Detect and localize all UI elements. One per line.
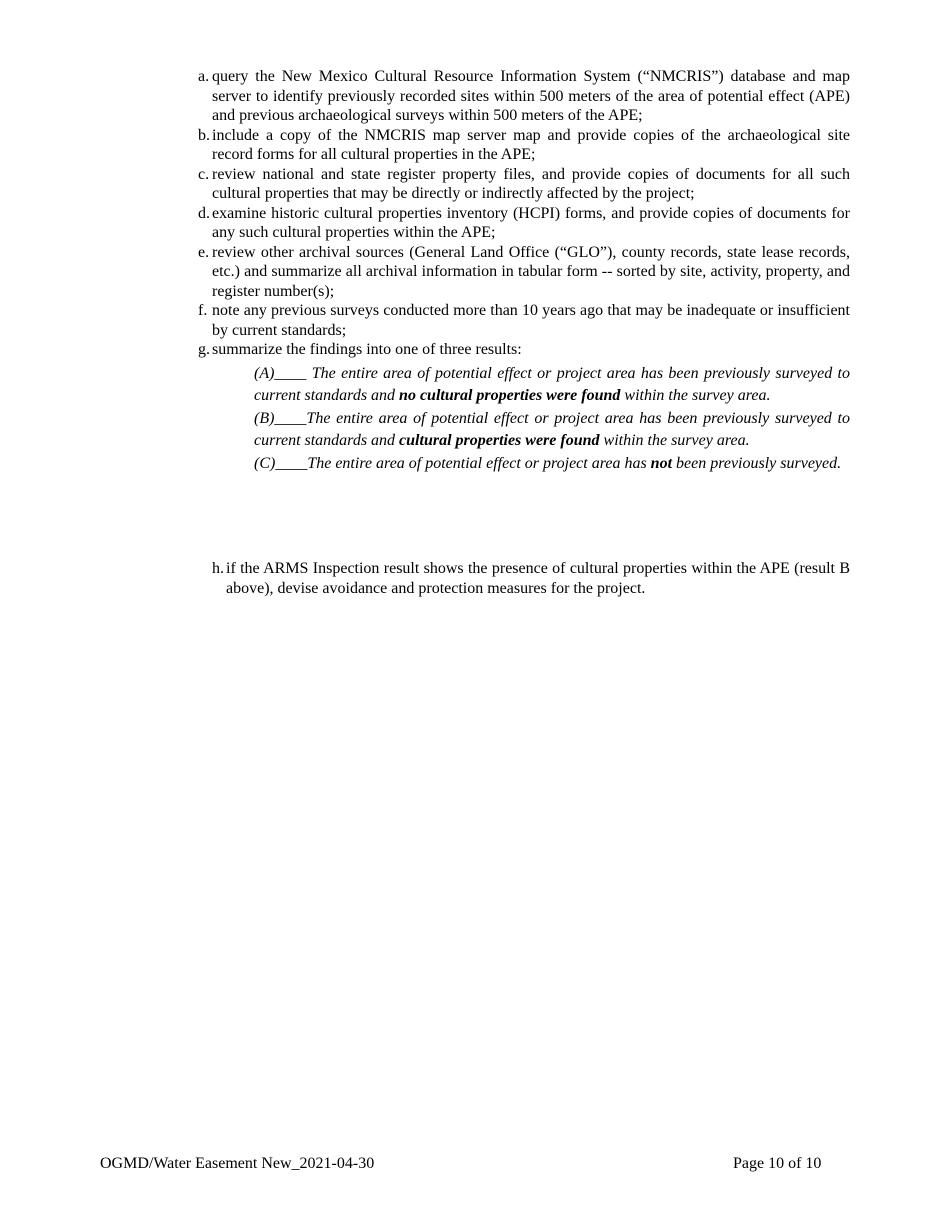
list-item-a: [198, 67, 850, 126]
result-text: (A)____ The entire area of potential effect or project area has been previously surveyed to current standards and: [254, 364, 850, 404]
list-item-text: note any previous surveys conducted more than 10 years ago that may be inadequate or insufficient by current standards;: [212, 302, 850, 339]
list-item-c: [198, 165, 850, 204]
list-item-text: query the New Mexico Cultural Resource Information System (“NMCRIS”) database and map server to identify previously recorded sites within 500 meters of the area of potential effect (APE) and previous archaeological surveys within 500 meters of the APE;: [212, 68, 850, 124]
footer-document-id: OGMD/Water Easement New_2021-04-30: [100, 1155, 375, 1172]
result-emphasis: cultural properties were found: [399, 432, 600, 449]
list-item-text: review other archival sources (General Land Office (“GLO”), county records, state lease records, etc.) and summarize all archival information in tabular form -- sorted by site, activity, property, and register number(s);: [212, 243, 850, 300]
result-emphasis: not: [650, 454, 673, 472]
result-text: (C)____The entire area of potential effect or project area has: [254, 454, 651, 472]
list-marker: g.: [198, 341, 210, 358]
list-marker: c.: [198, 165, 210, 183]
list-item-text: review national and state register property files, and provide copies of documents for all such cultural properties that may be directly or indirectly affected by the project;: [212, 165, 850, 202]
result-option-c: [254, 453, 850, 476]
list-marker: b.: [198, 126, 210, 144]
list-item-f: [198, 301, 850, 340]
result-text: been previously surveyed.: [672, 454, 842, 472]
results-options: [254, 363, 850, 476]
result-text: (B)____The entire area of potential effect or project area has been previously surveyed to current standards and: [254, 409, 850, 449]
list-marker: h.: [212, 560, 224, 577]
list-item-b: [198, 126, 850, 165]
list-item-h: [212, 559, 850, 598]
footer-page-number: Page 10 of 10: [733, 1155, 822, 1172]
list-item-text: examine historic cultural properties inventory (HCPI) forms, and provide copies of documents for any such cultural properties within the APE;: [212, 204, 850, 241]
list-item-text: include a copy of the NMCRIS map server map and provide copies of the archaeological site record forms for all cultural properties in the APE;: [212, 126, 850, 163]
list-item-g: [198, 340, 850, 360]
result-text: within the survey area.: [599, 432, 750, 449]
list-marker: f.: [198, 302, 208, 319]
list-marker: a.: [198, 68, 210, 85]
list-item-d: [198, 204, 850, 243]
result-text: within the survey area.: [620, 387, 771, 404]
result-emphasis: no cultural properties were found: [399, 387, 621, 404]
list-marker: e.: [198, 243, 210, 261]
result-option-b: [254, 408, 850, 453]
list-item-text: if the ARMS Inspection result shows the presence of cultural properties within the APE (result B above), devise avoidance and protection measures for the project.: [226, 560, 850, 597]
result-option-a: [254, 363, 850, 408]
list-marker: d.: [198, 204, 210, 222]
requirements-list: [198, 67, 850, 475]
list-item-text: summarize the findings into one of three results:: [212, 341, 522, 358]
list-item-e: [198, 243, 850, 302]
